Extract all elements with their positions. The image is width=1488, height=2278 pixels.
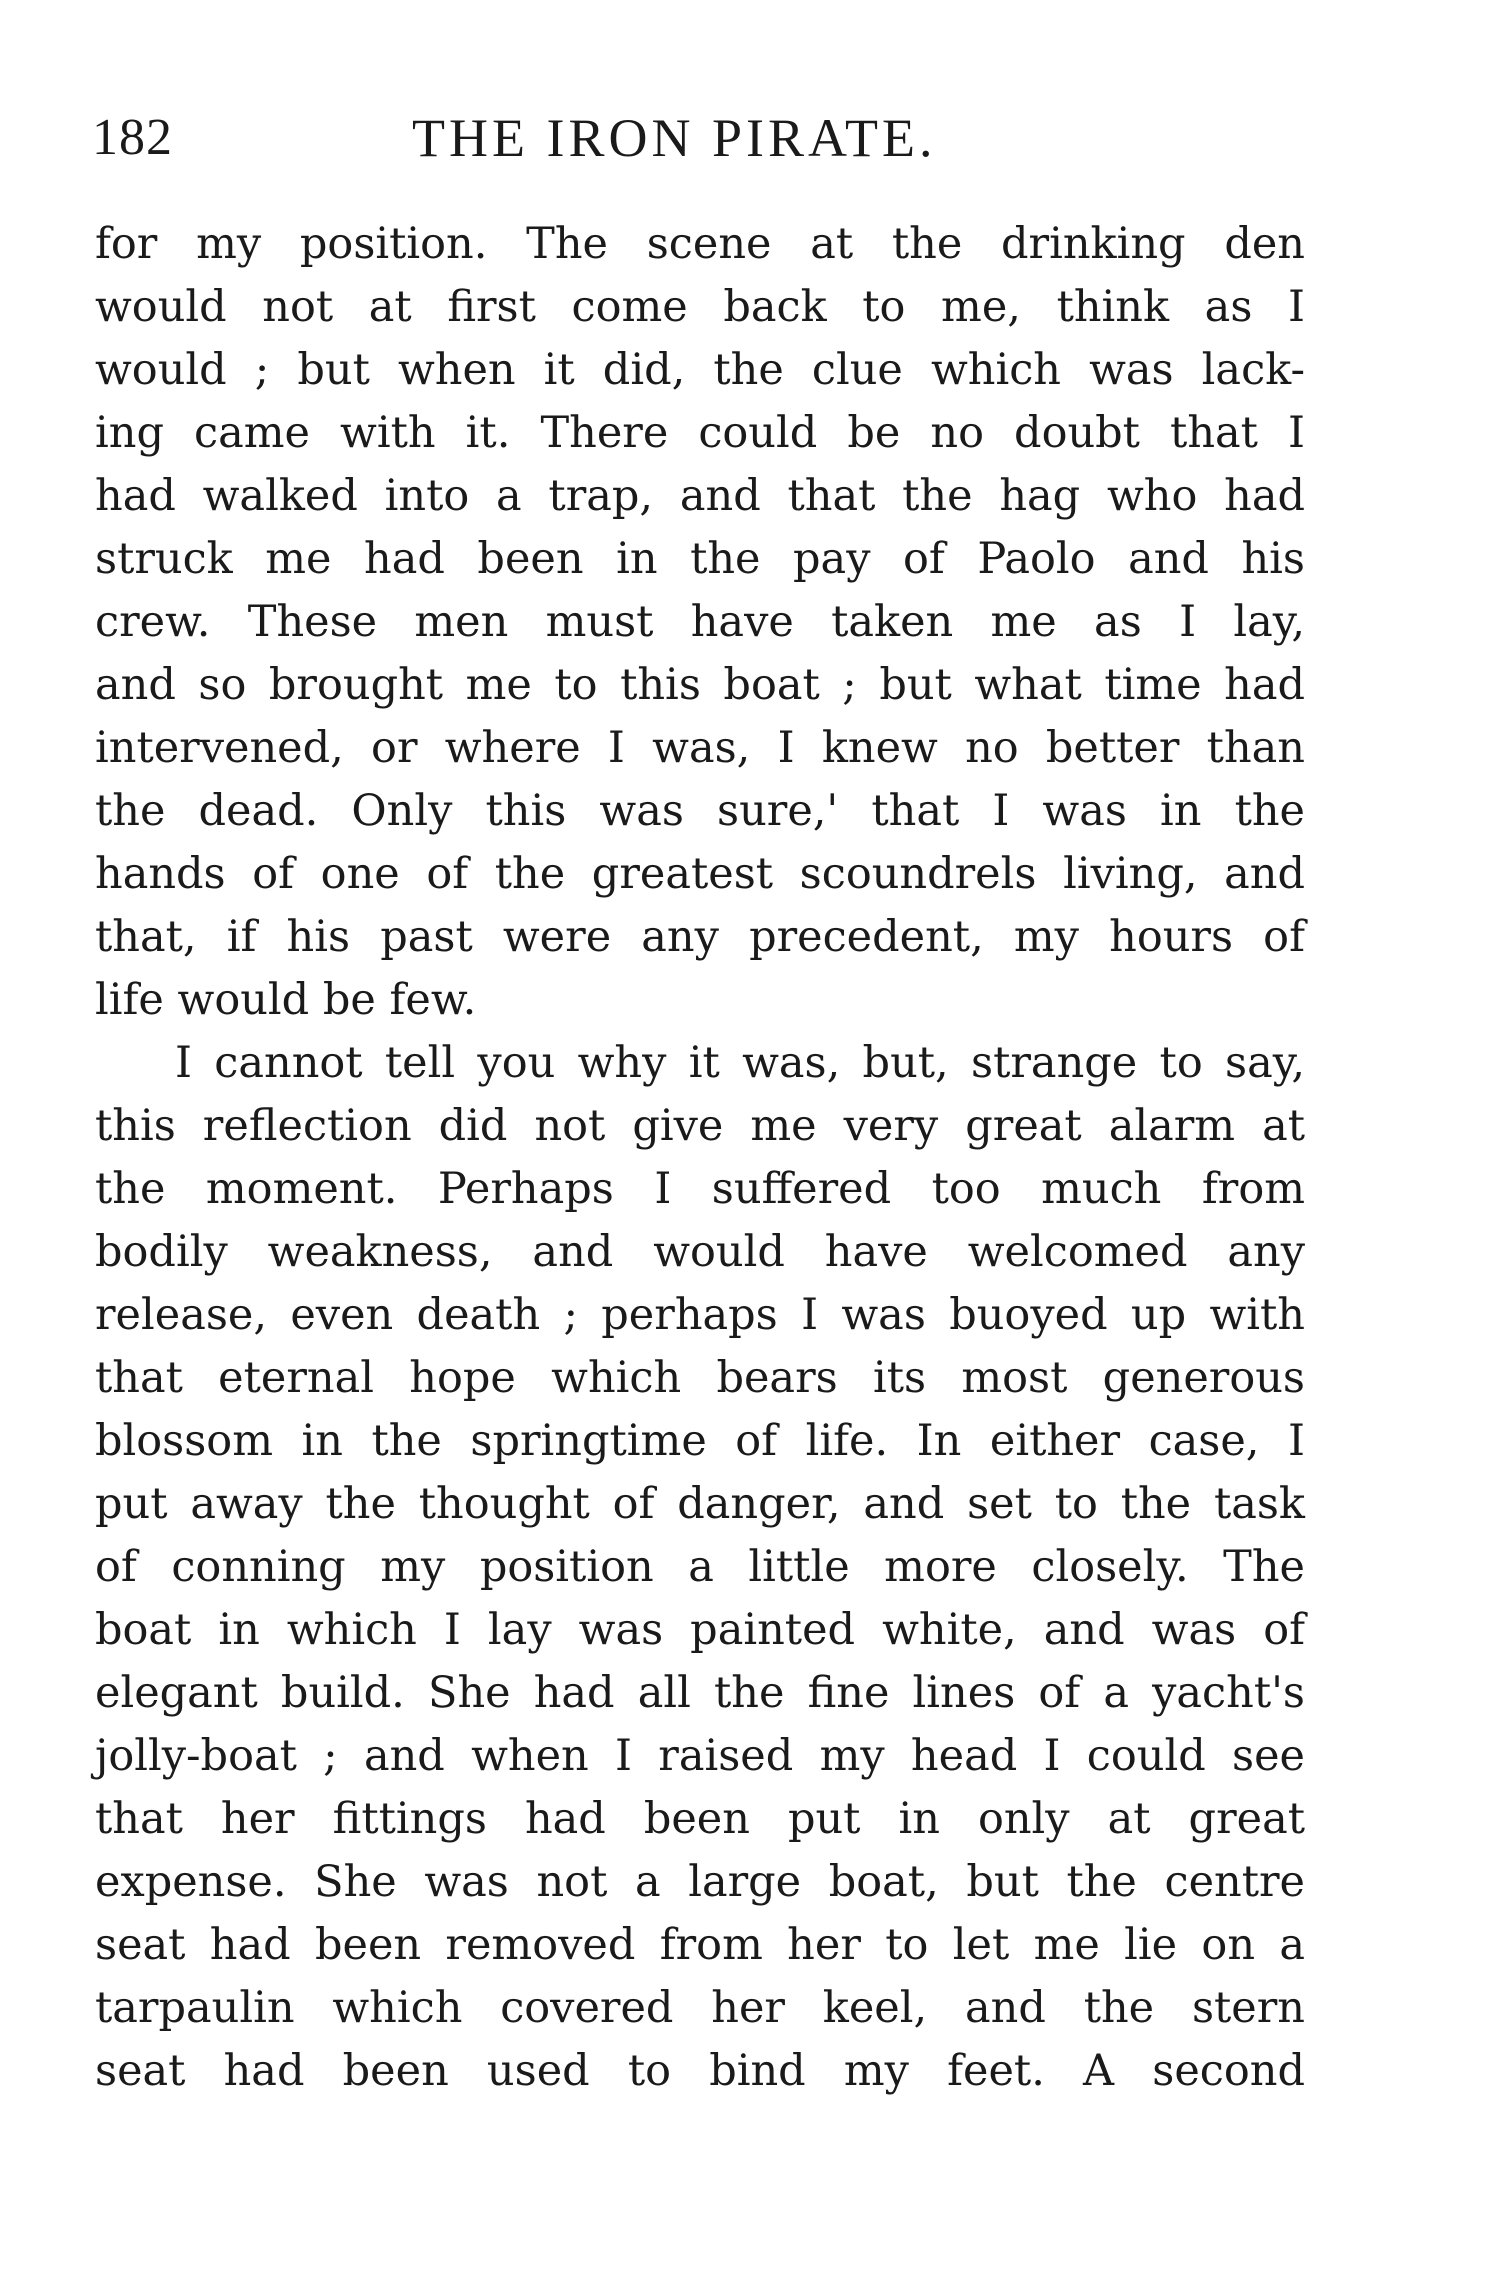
text-line: struck me had been in the pay of Paolo and his: [95, 534, 1305, 584]
text-line: hands of one of the greatest scoundrels living, and: [95, 849, 1305, 899]
text-line: of conning my position a little more closely. The: [95, 1542, 1305, 1592]
text-line: that, if his past were any precedent, my hours of: [95, 912, 1305, 962]
text-line: would ; but when it did, the clue which was lack-: [95, 345, 1305, 395]
text-line: release, even death ; perhaps I was buoyed up with: [95, 1290, 1305, 1340]
text-line: blossom in the springtime of life. In either case, I: [95, 1416, 1305, 1466]
running-title: THE IRON PIRATE.: [412, 108, 937, 168]
text-line: crew. These men must have taken me as I lay,: [95, 597, 1305, 647]
text-line: intervened, or where I was, I knew no better than: [95, 723, 1305, 773]
paragraph-start-line: I cannot tell you why it was, but, strange to say,: [175, 1038, 1305, 1088]
page-header: [92, 108, 1312, 168]
text-line: seat had been removed from her to let me lie on a: [95, 1920, 1305, 1970]
text-line: elegant build. She had all the fine lines of a yacht's: [95, 1668, 1305, 1718]
paragraph-end-line: life would be few.: [95, 975, 477, 1025]
body-text: [95, 213, 1305, 2103]
text-line: the moment. Perhaps I suffered too much from: [95, 1164, 1305, 1214]
text-line: for my position. The scene at the drinking den: [95, 219, 1305, 269]
text-line: tarpaulin which covered her keel, and the stern: [95, 1983, 1305, 2033]
text-line: expense. She was not a large boat, but the centre: [95, 1857, 1305, 1907]
page-number: 182: [92, 109, 173, 166]
text-line: would not at first come back to me, think as I: [95, 282, 1305, 332]
text-line: ing came with it. There could be no doubt that I: [95, 408, 1305, 458]
text-line: had walked into a trap, and that the hag who had: [95, 471, 1305, 521]
text-line: seat had been used to bind my feet. A second: [95, 2046, 1305, 2096]
text-line: bodily weakness, and would have welcomed any: [95, 1227, 1305, 1277]
text-line: that her fittings had been put in only at great: [95, 1794, 1305, 1844]
text-line: the dead. Only this was sure,' that I was in the: [95, 786, 1305, 836]
text-line: put away the thought of danger, and set to the task: [95, 1479, 1305, 1529]
text-line: boat in which I lay was painted white, and was of: [95, 1605, 1305, 1655]
text-line: that eternal hope which bears its most generous: [95, 1353, 1305, 1403]
text-line: jolly-boat ; and when I raised my head I could see: [95, 1731, 1305, 1781]
text-line: and so brought me to this boat ; but what time had: [95, 660, 1305, 710]
text-line: this reflection did not give me very great alarm at: [95, 1101, 1305, 1151]
